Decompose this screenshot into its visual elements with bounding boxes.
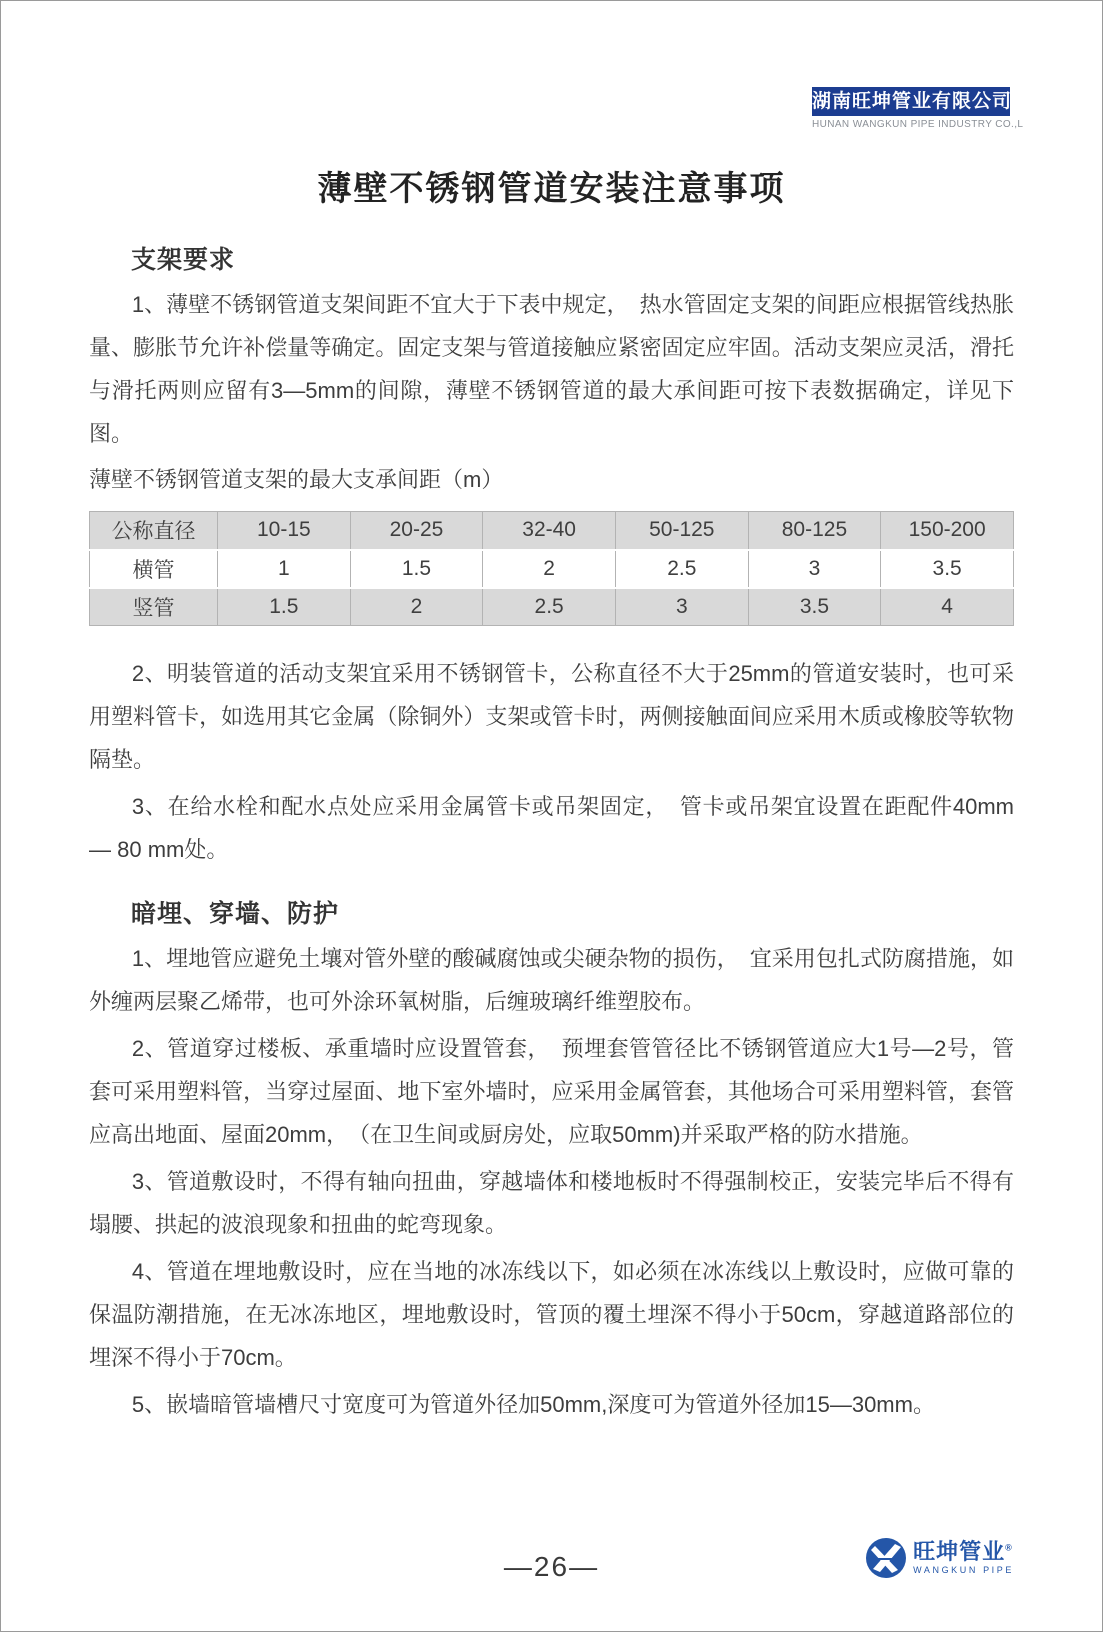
table-cell: 2 — [483, 550, 616, 588]
footer-logo — [865, 1537, 1014, 1579]
table-cell: 2.5 — [615, 550, 748, 588]
wangkun-emblem-icon — [865, 1537, 907, 1579]
section-heading-support: 支架要求 — [131, 246, 236, 274]
table-cell: 2 — [350, 588, 483, 626]
paragraph: 2、管道穿过楼板、承重墙时应设置管套， 预埋套管管径比不锈钢管道应大1号—2号，管套可采用塑料管，当穿过屋面、地下室外墙时，应采用金属管套，其他场合可采用塑料管，套管应高出地面、屋面20mm， （在卫生间或厨房处，应取50mm)并采取严格的防水措施。 — [89, 1036, 1014, 1147]
footer-logo-cn: 旺坤管业® — [913, 1539, 1013, 1564]
footer-logo-en: WANGKUN PIPE — [913, 1565, 1014, 1575]
table-header-row — [90, 512, 1014, 550]
table-cell: 1.5 — [218, 588, 351, 626]
table-header-cell: 50-125 — [615, 512, 748, 550]
table-cell: 3 — [615, 588, 748, 626]
table-cell: 横管 — [90, 550, 218, 588]
table-cell: 3 — [748, 550, 881, 588]
table-header-cell: 20-25 — [350, 512, 483, 550]
paragraph: 2、明装管道的活动支架宜采用不锈钢管卡，公称直径不大于25mm的管道安装时，也可采用塑料管卡，如选用其它金属（除铜外）支架或管卡时，两侧接触面间应采用木质或橡胶等软物隔垫。 — [89, 661, 1014, 772]
support-spacing-table-wrap — [89, 511, 1014, 626]
company-name-cn: 湖南旺坤管业有限公司 — [812, 87, 1010, 116]
paragraph: 3、管道敷设时，不得有轴向扭曲，穿越墙体和楼地板时不得强制校正，安装完毕后不得有塌腰、拱起的波浪现象和扭曲的蛇弯现象。 — [89, 1169, 1014, 1237]
section-heading-concealed: 暗埋、穿墙、防护 — [131, 900, 340, 928]
table-cell: 2.5 — [483, 588, 616, 626]
footer-logo-text — [913, 1541, 1014, 1575]
paragraph: 4、管道在埋地敷设时，应在当地的冰冻线以下，如必须在冰冻线以上敷设时，应做可靠的保温防潮措施，在无冰冻地区，埋地敷设时，管顶的覆土埋深不得小于50cm，穿越道路部位的埋深不得小于70cm。 — [89, 1259, 1014, 1370]
paragraph: 3、在给水栓和配水点处应采用金属管卡或吊架固定， 管卡或吊架宜设置在距配件40mm — 80 mm处。 — [89, 794, 1014, 862]
company-banner — [812, 87, 1024, 130]
table-caption: 薄壁不锈钢管道支架的最大支承间距（m） — [89, 467, 504, 492]
table-header-cell: 80-125 — [748, 512, 881, 550]
table-row — [90, 588, 1014, 626]
table-cell: 3.5 — [748, 588, 881, 626]
document-content — [1, 167, 1102, 1426]
table-header-cell: 150-200 — [881, 512, 1014, 550]
support-spacing-table — [89, 511, 1014, 626]
paragraph: 5、嵌墙暗管墙槽尺寸宽度可为管道外径加50mm,深度可为管道外径加15—30mm。 — [131, 1392, 935, 1417]
table-header-cell: 32-40 — [483, 512, 616, 550]
page-title: 薄壁不锈钢管道安装注意事项 — [317, 170, 786, 208]
table-cell: 1 — [218, 550, 351, 588]
page-number: —26— — [503, 1551, 600, 1582]
registered-mark: ® — [1005, 1542, 1013, 1553]
paragraph: 1、埋地管应避免土壤对管外壁的酸碱腐蚀或尖硬杂物的损伤， 宜采用包扎式防腐措施，如外缠两层聚乙烯带，也可外涂环氧树脂，后缠玻璃纤维塑胶布。 — [89, 946, 1014, 1014]
company-name-en: HUNAN WANGKUN PIPE INDUSTRY CO.,L — [812, 119, 1024, 130]
table-header-cell: 10-15 — [218, 512, 351, 550]
table-cell: 3.5 — [881, 550, 1014, 588]
table-cell: 4 — [881, 588, 1014, 626]
table-cell: 1.5 — [350, 550, 483, 588]
table-row — [90, 550, 1014, 588]
paragraph: 1、薄壁不锈钢管道支架间距不宜大于下表中规定， 热水管固定支架的间距应根据管线热胀量、膨胀节允许补偿量等确定。固定支架与管道接触应紧密固定应牢固。活动支架应灵活，滑托与滑托两则应留有3—5mm的间隙，薄壁不锈钢管道的最大承间距可按下表数据确定，详见下图。 — [89, 292, 1014, 446]
table-header-cell: 公称直径 — [90, 512, 218, 550]
table-cell: 竖管 — [90, 588, 218, 626]
